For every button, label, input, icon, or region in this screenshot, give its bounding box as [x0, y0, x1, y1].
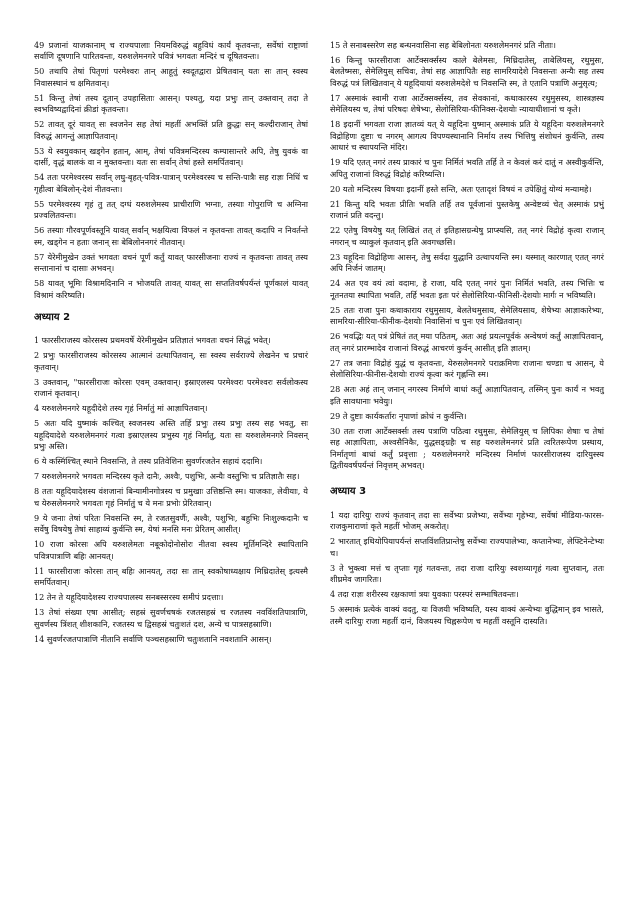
verse-paragraph: 9 ये जनाः तेषां परितः निवसन्ति स्म, ते रजतसुवर्णैः, अश्वैः, पशुभिः, बहुभिः निःशुल्कदानैः च सर्वेषु विषयेषु तेषां साहाय्यं कुर्वन्ति स्म, येषां मनसि मनः प्रेरितम् आसीत्। — [34, 512, 308, 535]
verse-paragraph: 53 ये स्वयुवकान् खड्गेन हतान्, आम्, तेषां पवित्रमन्दिरस्य कम्पासान्तरे अपि, तेषु युवकं वा दासीं, वृद्धं बालकं वा न मुक्तवन्तः। यतः सः सर्वान् तेषां हस्ते समर्पितवान्। — [34, 145, 308, 168]
chapter-heading: अध्याय 3 — [330, 486, 367, 498]
verse-paragraph: 26 भवद्भिः यत् पत्रं प्रेषितं तत् मया पठितम्, अतः अहं प्रयत्नपूर्वकं अन्वेषणं कर्तुं आज्ञापितवान्, तत् नगरं प्रारम्भादेव राजानां विरुद्धं आचरणं कुर्वन् आसीत् इति ज्ञातम्। — [330, 331, 604, 353]
verse-paragraph: 3 उक्तवान्, "फारसीराजः कोरसः एवम् उक्तवान्। इस्राएलस्य परमेश्वरः परमेश्वरः सर्वलोकस्य राजानं कृतवान्। — [34, 376, 308, 399]
verse-paragraph: 2 भारतात् इथियोपियापर्यन्तं सप्तविंशतिप्रान्तेषु सर्वेभ्यः राज्यपालेभ्यः, कप्तानेभ्यः, लेफ्टिनेन्टेभ्यः च। — [330, 536, 604, 558]
verse-paragraph: 13 तेषां संख्या एषा आसीत्; सहस्रं सुवर्णचषकं रजतसहस्रं च रजतस्य नवविंशतिपात्राणि, सुवर्णस्य त्रिंशत् शीशकानि, रजतस्य च द्विसहस्रं चतुःशतं दश, अन्ये च पात्रसहस्राणि। — [34, 607, 308, 629]
right-column — [330, 40, 604, 883]
verse-paragraph: 49 प्रजानां याजकानाम् च राज्यपालाः नियमविरुद्धं बहुविधं कार्यं कृतवन्तः, सर्वेषां राष्ट्राणां सर्वाणि दूषणानि पारितवन्तः, यरुशलेमनगरे पवित्रं भगवतः मन्दिरं च दूषितवन्तः। — [34, 40, 308, 62]
verse-paragraph: 3 ते भुक्त्वा मत्तं च तृप्ताः गृहं गतवन्तः, तदा राजा दारियुः स्वशय्यागृहं गत्वा सुप्तवान्, ततः शीघ्रमेव जागरितः। — [330, 562, 604, 585]
verse-paragraph: 54 ततः परमेश्वरस्य सर्वान् लघु-बृहत्-पवित्र-पात्रान् परमेश्वरस्य च सन्ति-पात्रैः सह राज्ञः निधिं च गृहीत्वा बेबिलोन्-देशं नीतवन्तः। — [34, 172, 308, 194]
verse-paragraph: 56 तस्याः गौरवपूर्णवस्तूनि यावत् सर्वान् भक्षयित्वा विफलं न कृतवन्तः तावत् कदापि न निवर्तन्ते स्म, खड्गेन न हताः जनान् सः बेबिलोननगरं नीतवान्। — [34, 225, 308, 247]
verse-paragraph: 17 अस्माकं स्वामी राजा आर्टेक्सर्क्सस्य, तव सेवकानां, कथाकारस्य रथुमुसस्य, शास्त्रज्ञस्य सेमेलियस्य च, तेषां परिषदः शेषेभ्यः, सेलोसिरिया-फीनिक्स-देशयोः न्यायाधीशानां च कृते। — [330, 92, 604, 115]
verse-paragraph: 19 यदि एतत् नगरं तस्य प्राकारं च पुनः निर्मितं भवति तर्हि ते न केवलं करं दातुं न अस्वीकुर्वन्ति, अपितु राजानां विरुद्धं विद्रोहं करिष्यन्ति। — [330, 157, 604, 179]
verse-paragraph: 1 फारसीराजस्य कोरसस्य प्रथमवर्षे येरेमीमुखेन प्रतिज्ञातं भगवतः वचनं सिद्धं भवेत्। — [34, 335, 271, 346]
verse-paragraph: 7 यरुशलेमनगरे भगवतः मन्दिरस्य कृते दानैः, अश्वैः, पशुभिः, अन्यैः वस्तुभिः च प्रतिज्ञातैः सह। — [34, 471, 300, 482]
verse-paragraph: 15 ते सनाबस्सरेण सह बन्धनवासिना सह बेबिलोनतः यरुशलेमनगरं प्रति नीताः। — [330, 40, 556, 50]
verse-paragraph: 51 किन्तु तेषां तस्य दूतान् उपहासिताः आसन्। पश्यतु, यदा प्रभुः तान् उक्तवान् तदा ते स्वभविष्यद्वादिनां क्रीडां कृतवन्तः। — [34, 92, 308, 115]
verse-paragraph: 23 यहूदिनः विद्रोहिणः आसन्, तेषु सर्वदा युद्धानि उत्थापयन्ति स्म। यस्मात् कारणात् एतत् नगरं अपि निर्जनं जातम्। — [330, 251, 604, 274]
two-column-text — [34, 40, 604, 883]
verse-paragraph: 29 ते दुष्टाः कार्यकर्तारः नृपाणां क्रोधं न कुर्वन्ति। — [330, 410, 467, 421]
verse-paragraph: 14 सुवर्णरजतपात्राणि नीतानि सर्वाणि पञ्चसहस्राणि चतुःशतानि नवशतानि आसन्। — [34, 633, 272, 644]
verse-paragraph: 24 अत एव वयं त्वां वदामः, हे राजा, यदि एतत् नगरं पुनः निर्मितं भवति, तस्य भित्तिः च नूतनतया स्थापिता भवति, तर्हि भवतः इतः परं सेलोसिरिया-फीनिसी-देशयोः मार्गः न भविष्यति। — [330, 278, 604, 300]
verse-paragraph: 1 यदा दारियुः राज्यं कृतवान् तदा सः सर्वेभ्यः प्रजेभ्यः, सर्वेभ्यः गृहेभ्यः, सर्वेषां मीडिया-फारस-राजकुमाराणां कृते महतीं भोजम् अकरोत्। — [330, 509, 604, 532]
left-column — [34, 40, 308, 883]
verse-paragraph: 20 यतो मन्दिरस्य विषयाः इदानीं हस्ते सन्ति, अतः एतादृशं विषयं न उपेक्षितुं योग्यं मन्यामहे। — [330, 183, 592, 194]
verse-paragraph: 16 किन्तु फारसीराजः आर्टेक्सर्क्सस्य काले बेलेमसः, मिथ्रिदातेस्, ताबेलियस्, रथुमुसः, बेलतेष्मसः, सेमेलियुस् सचिवः, तेषां सह आज्ञापितैः सह सामरियादेशे निवसन्तः अन्यैः सह तस्य विरुद्धं पत्रं लिखितवान् ये यहूदियायां यरुशलेमदेशे च निवसन्ति स्म, ते एतानि पत्राणि अनुसृत्य; — [330, 54, 604, 88]
verse-paragraph: 5 अस्माकं प्रत्येकं वाक्यं वदतु, यः विजयी भविष्यति, यस्य वाक्यं अन्येभ्यः बुद्धिमान् इव भासते, तस्मै दारियुः राजा महतीं दानं, विजयस्य चिह्नरूपेण च महतीं वस्तूनि दास्यति। — [330, 604, 604, 626]
verse-paragraph: 6 ये कस्मिंश्चित् स्थाने निवसन्ति, ते तस्य प्रतिवेशिनः सुवर्णरजतेन सहायं ददामि। — [34, 456, 263, 467]
verse-paragraph: 2 प्रभुः फारसीराजस्य कोरसस्य आत्मानं उत्थापितवान्, सः स्वस्य सर्वराज्ये लेखनेन च प्रचारं कृतवान्। — [34, 350, 308, 372]
verse-paragraph: 58 यावत् भूमिः विश्रामदिनानि न भोजयति तावत् यावत् सा सप्ततिवर्षपर्यन्तं पूर्णकालं यावत् विश्रामं करिष्यति। — [34, 278, 308, 300]
verse-paragraph: 12 तेन ते यहूदियादेशस्य राज्यपालस्य सनबस्सरस्य समीपं प्रदत्ताः। — [34, 592, 224, 603]
verse-paragraph: 5 अतः यदि युष्माकं कश्चित् स्वजनस्य अस्ति तर्हि प्रभुः तस्य प्रभुः तस्य सह भवतु, सः यहूदियादेशे यरुशलेमनगरं गत्वा इस्राएलस्य प्रभुस्य गृहं निर्मातु, यतः सः यरुशलेमनगरे निवसन् प्रभुः अस्ति। — [34, 418, 308, 452]
verse-paragraph: 52 तावत् दूरं यावत् सः स्वजनेन सह तेषां महतीं अभक्तिं प्रति क्रुद्धः सन् कल्दीराजान् तेषां विरुद्धं आगन्तुं आज्ञापितवान्। — [34, 119, 308, 141]
verse-paragraph: 10 राजा कोरसः अपि यरुशलेमतः नबूकोदोनोसोरः नीतवा स्वस्य मूर्तिमन्दिरे स्थापितानि पवित्रपात्राणि बहिः आनयत्। — [34, 539, 308, 561]
verse-paragraph: 4 तदा राज्ञः शरीरस्य रक्षकाणां त्रयः युवकाः परस्परं सम्भाषितवन्तः। — [330, 589, 519, 600]
verse-paragraph: 55 परमेश्वरस्य गृहं तु तत् दग्धं यरुशलेमस्य प्राचीराणि भग्नाः, तस्याः गोपुराणि च अग्निना प्रज्वलितवन्तः। — [34, 198, 308, 221]
chapter-heading: अध्याय 2 — [34, 312, 71, 324]
verse-paragraph: 8 ततः यहूदियादेशस्य वंशजानां बिन्यामीनगोत्रस्य च प्रमुखाः उत्तिष्ठन्ति स्म। याजकाः, लेवीयाः, ये च येरुसलेमनगरे भगवतः गृहं निर्मातुं च ये मनः प्रभोः प्रेरितवान्। — [34, 486, 308, 508]
verse-paragraph: 11 फारसीराजः कोरसः तान् बहिः आनयत्, तदा सः तान् स्वकोषाध्यक्षाय मिथ्रिदातेस् इत्यस्मै समर्पितवान्। — [34, 565, 308, 588]
verse-paragraph: 28 अतः अहं तान् जनान् नगरस्य निर्माणे बाधां कर्तुं आज्ञापितवान्, तस्मिन् पुनः कार्यं न भवतु इति सावधानाः भवेयुः। — [330, 384, 604, 406]
verse-paragraph: 18 इदानीं भगवता राजा ज्ञातव्यं यत् ये यहूदिनः युष्मान् अस्माकं प्रति ये यहूदिनः यरुशलेमनगरे विद्रोहिणः दुष्टाः च नगरम् आगत्य विपण्यस्थानानि निर्माय तस्य भित्तिषु संशोधनं कुर्वन्ति, तस्य आधारं च स्थापयन्ति मंदिर। — [330, 119, 604, 153]
verse-paragraph: 57 येरेमीमुखेन उक्तं भगवतः वचनं पूर्णं कर्तुं यावत् फारसीजनाः राज्यं न कृतवन्तः तावत् तस्य सन्तानानां च दासाः अभवन्। — [34, 251, 308, 274]
verse-paragraph: 50 तथापि तेषां पितृणां परमेश्वरः तान् आहूतुं स्वदूतद्वारा प्रेषितवान् यतः सः तान् स्वस्य निवासस्थानं च क्षमितवान्। — [34, 66, 308, 88]
verse-paragraph: 4 यरुशलेमनगरे यहूदीदेशे तस्य गृहं निर्मातुं मां आज्ञापितवान्। — [34, 403, 208, 414]
verse-paragraph: 21 किन्तु यदि भवतः प्रीतिः भवति तर्हि तव पूर्वजानां पुस्तकेषु अन्वेष्टव्यं चेत् अस्माकं प्रभुं राजानं प्रति वदन्तु। — [330, 198, 604, 221]
verse-paragraph: 22 एतेषु विषयेषु यत् लिखितं तत् तं इतिहासग्रन्थेषु प्राप्स्यसि, तत् नगरं विद्रोहं कृत्वा राजान् नगरान् च व्याकुलं कृतवान् इति अवगच्छसि। — [330, 225, 604, 247]
verse-paragraph: 27 तत्र जनाः विद्रोहं युद्धं च कृतवन्तः, येरुसलेमनगरे पराक्रमिणः राजानः चण्डाः च आसन्, ये सेलोसिरिया-फीनीस-देशयोः राज्यं कृत्वा करं गृह्णन्ति स्म। — [330, 357, 604, 380]
verse-paragraph: 30 ततः राजा आर्टेक्सर्क्सः तस्य पत्राणि पठित्वा रथुमुसः, सेमेलियुस् च लिपिकः शेषाः च तेषां सह आज्ञापिताः, अश्वसैनिकैः, युद्धसङ्ग्रहैः च सह यरुशलेमनगरं प्रति त्वरितरूपेण प्रस्थाय, निर्मातृणां बाधां कर्तुं प्रवृत्ताः ; यरुशलेमनगरे मन्दिरस्य निर्माणं फारसीराजस्य दारियुस्स्य द्वितीयवर्षपर्यन्तं निवृत्तम् अभवत्। — [330, 425, 604, 470]
verse-paragraph: 25 ततः राजा पुनः कथाकाराय रथुमुसाय, बेलतेथमुसाय, सेमेलियसाय, शेषेभ्यः आज्ञाकारेभ्यः, सामरिया-सीरिया-फीनीक-देशयोः निवासिनां च पुनः एवं लिखितवान्। — [330, 304, 604, 327]
